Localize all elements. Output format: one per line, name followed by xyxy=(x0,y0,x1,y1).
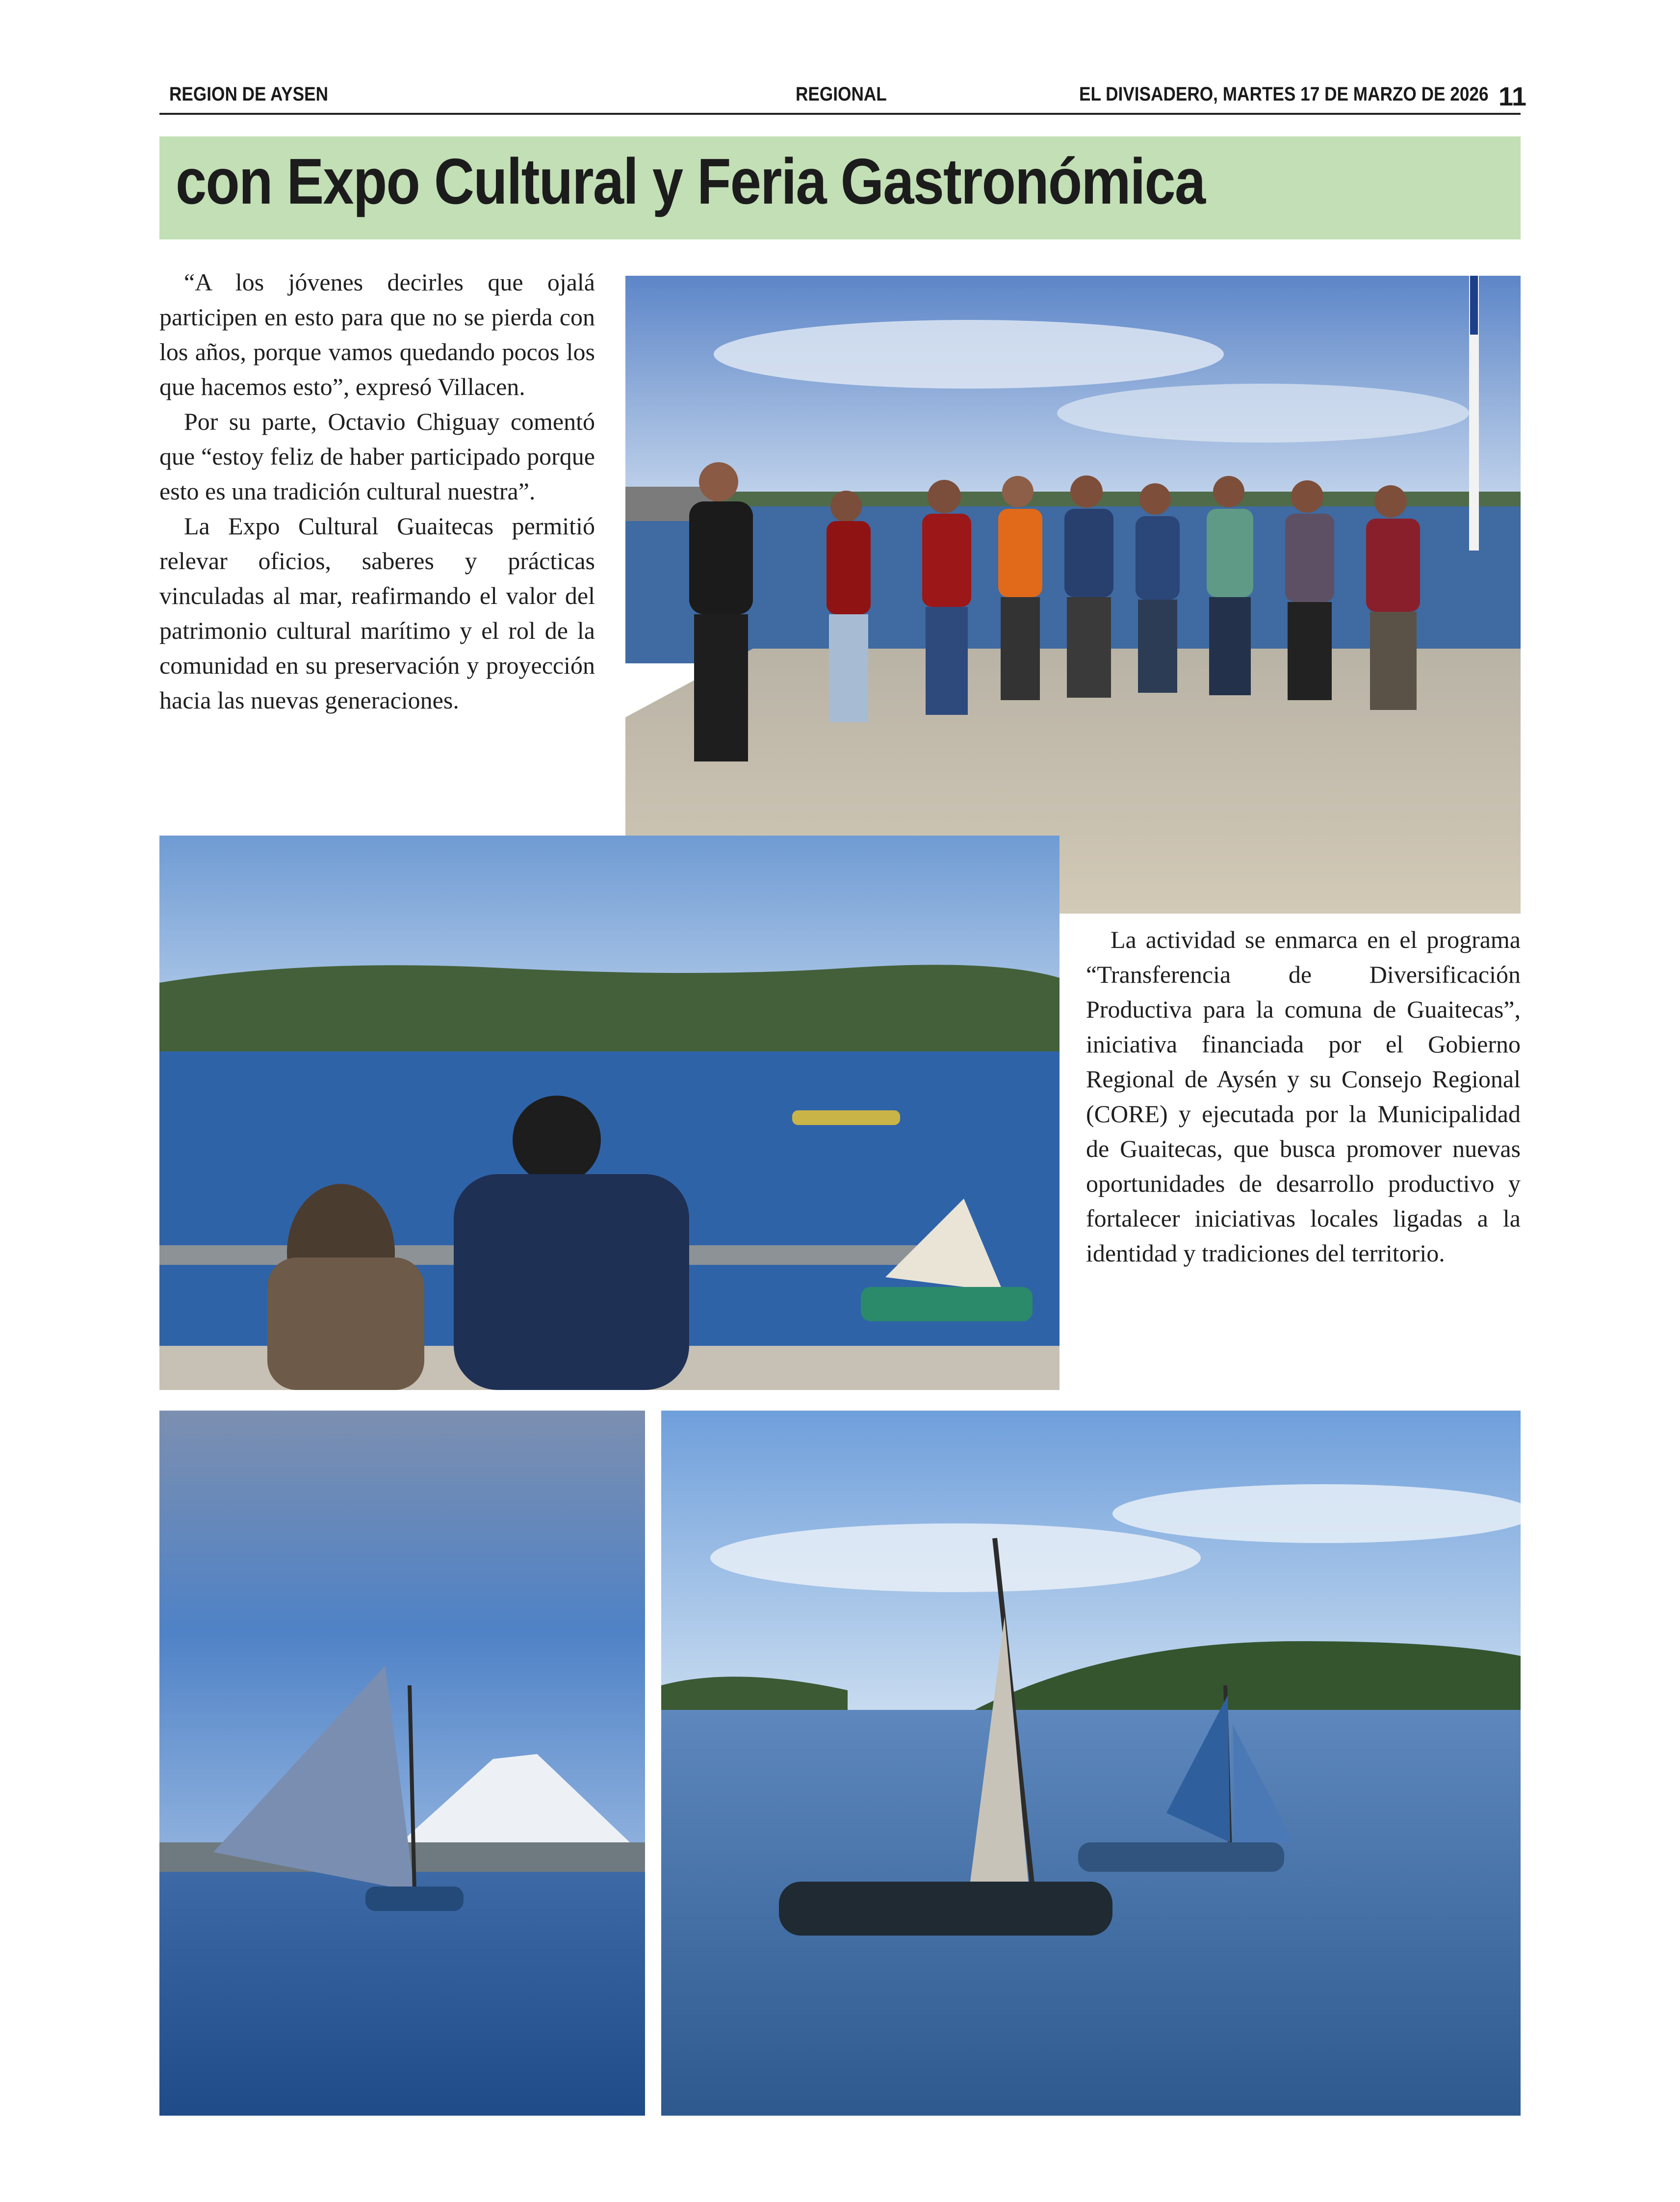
section-label: REGION DE AYSEN xyxy=(169,83,329,105)
article-title: con Expo Cultural y Feria Gastronómica xyxy=(176,145,1205,217)
section-category: REGIONAL xyxy=(796,83,887,105)
paragraph: “A los jóvenes decirles que ojalá participen en esto para que no se pierda con los años, porque vamos quedando pocos los que hacemos esto”, expresó Villacen. xyxy=(159,268,595,400)
article-column-2 xyxy=(1086,922,1521,1271)
article-column-1 xyxy=(159,265,595,718)
paragraph: Por su parte, Octavio Chiguay comentó que “estoy feliz de haber participado porque esto es una tradición cultural nuestra”. xyxy=(159,408,595,505)
people-watching-sea-photo xyxy=(159,836,1060,1390)
page-number: 11 xyxy=(1499,82,1527,111)
two-sailboats-photo xyxy=(661,1411,1521,2116)
paragraph: La actividad se enmarca en el programa “Transferencia de Diversificación Productiva para la comuna de Guaitecas”, iniciativa financiada por el Gobierno Regional de Aysén y su Consejo Regional (CORE) y ejecutada por la Municipalidad de Guaitecas, que busca promover nuevas oportunidades de desarrollo productivo y fortalecer iniciativas locales ligadas a la identidad y tradiciones del territorio. xyxy=(1086,926,1521,1267)
sailboat-volcano-photo xyxy=(159,1411,645,2116)
publication-date: EL DIVISADERO, MARTES 17 DE MARZO DE 2026 xyxy=(1079,83,1489,105)
paragraph: La Expo Cultural Guaitecas permitió relevar oficios, saberes y prácticas vinculadas al mar, reafirmando el valor del patrimonio cultural marítimo y el rol de la comunidad en su preservación y proyección hacia las nuevas generaciones. xyxy=(159,512,595,714)
group-photo-pier xyxy=(625,276,1521,914)
header-rule xyxy=(159,113,1521,115)
